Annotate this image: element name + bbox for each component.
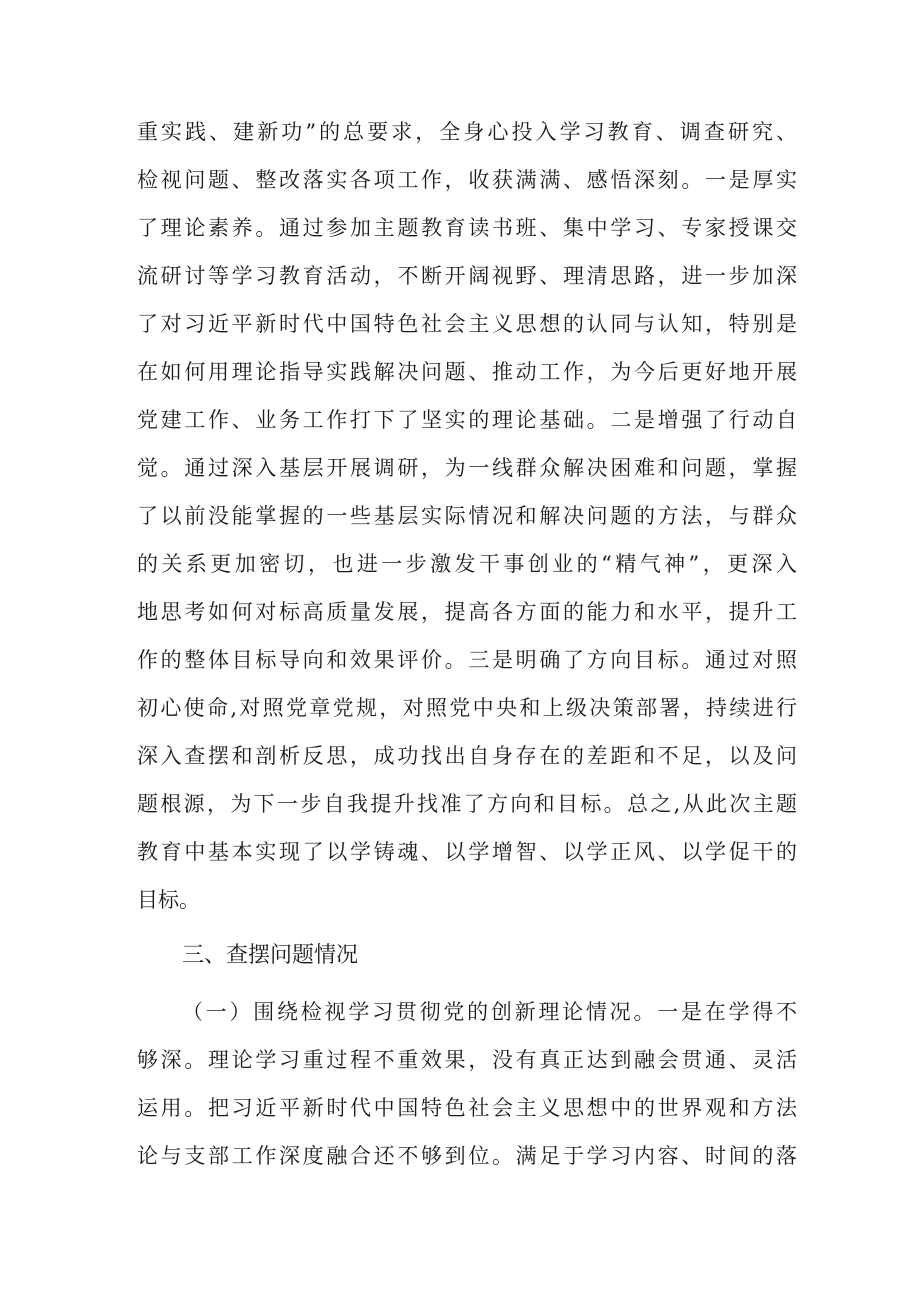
paragraph-line: 运用。把习近平新时代中国特色社会主义思想中的世界观和方法	[137, 1096, 797, 1120]
paragraph-line: 重实践、建新功”的总要求，全身心投入学习教育、调查研究、	[137, 120, 797, 144]
paragraph-line: 在如何用理论指导实践解决问题、推动工作，为今后更好地开展	[137, 360, 797, 384]
paragraph-line: 教育中基本实现了以学铸魂、以学增智、以学正风、以学促干的	[137, 840, 797, 864]
paragraph-line: 深入查摆和剖析反思，成功找出自身存在的差距和不足，以及问	[137, 744, 797, 768]
paragraph-line: 流研讨等学习教育活动，不断开阔视野、理清思路，进一步加深	[137, 264, 797, 288]
paragraph-line: 地思考如何对标高质量发展，提高各方面的能力和水平，提升工	[137, 600, 797, 624]
paragraph-line: 了理论素养。通过参加主题教育读书班、集中学习、专家授课交	[137, 216, 797, 240]
paragraph-line: 题根源，为下一步自我提升找准了方向和目标。总之,从此次主题	[137, 792, 797, 816]
paragraph-line: 的关系更加密切，也进一步激发干事创业的“精气神”，更深入	[137, 552, 797, 576]
paragraph-line: 了对习近平新时代中国特色社会主义思想的认同与认知，特别是	[137, 312, 797, 336]
section-heading: 三、查摆问题情况	[182, 943, 359, 968]
paragraph-line: 党建工作、业务工作打下了坚实的理论基础。二是增强了行动自	[137, 408, 797, 432]
paragraph-line: 作的整体目标导向和效果评价。三是明确了方向目标。通过对照	[137, 648, 797, 672]
paragraph-line: 了以前没能掌握的一些基层实际情况和解决问题的方法，与群众	[137, 504, 797, 528]
paragraph-line: 觉。通过深入基层开展调研，为一线群众解决困难和问题，掌握	[137, 456, 797, 480]
paragraph-line: 目标。	[137, 888, 200, 912]
paragraph-line: 够深。理论学习重过程不重效果，没有真正达到融会贯通、灵活	[137, 1048, 797, 1072]
paragraph-line: 论与支部工作深度融合还不够到位。满足于学习内容、时间的落	[137, 1144, 797, 1168]
paragraph-line: 检视问题、整改落实各项工作，收获满满、感悟深刻。一是厚实	[137, 168, 797, 192]
paragraph-line: 初心使命,对照党章党规，对照党中央和上级决策部署，持续进行	[137, 696, 797, 720]
paragraph-line: （一）围绕检视学习贯彻党的创新理论情况。一是在学得不	[182, 1000, 797, 1024]
